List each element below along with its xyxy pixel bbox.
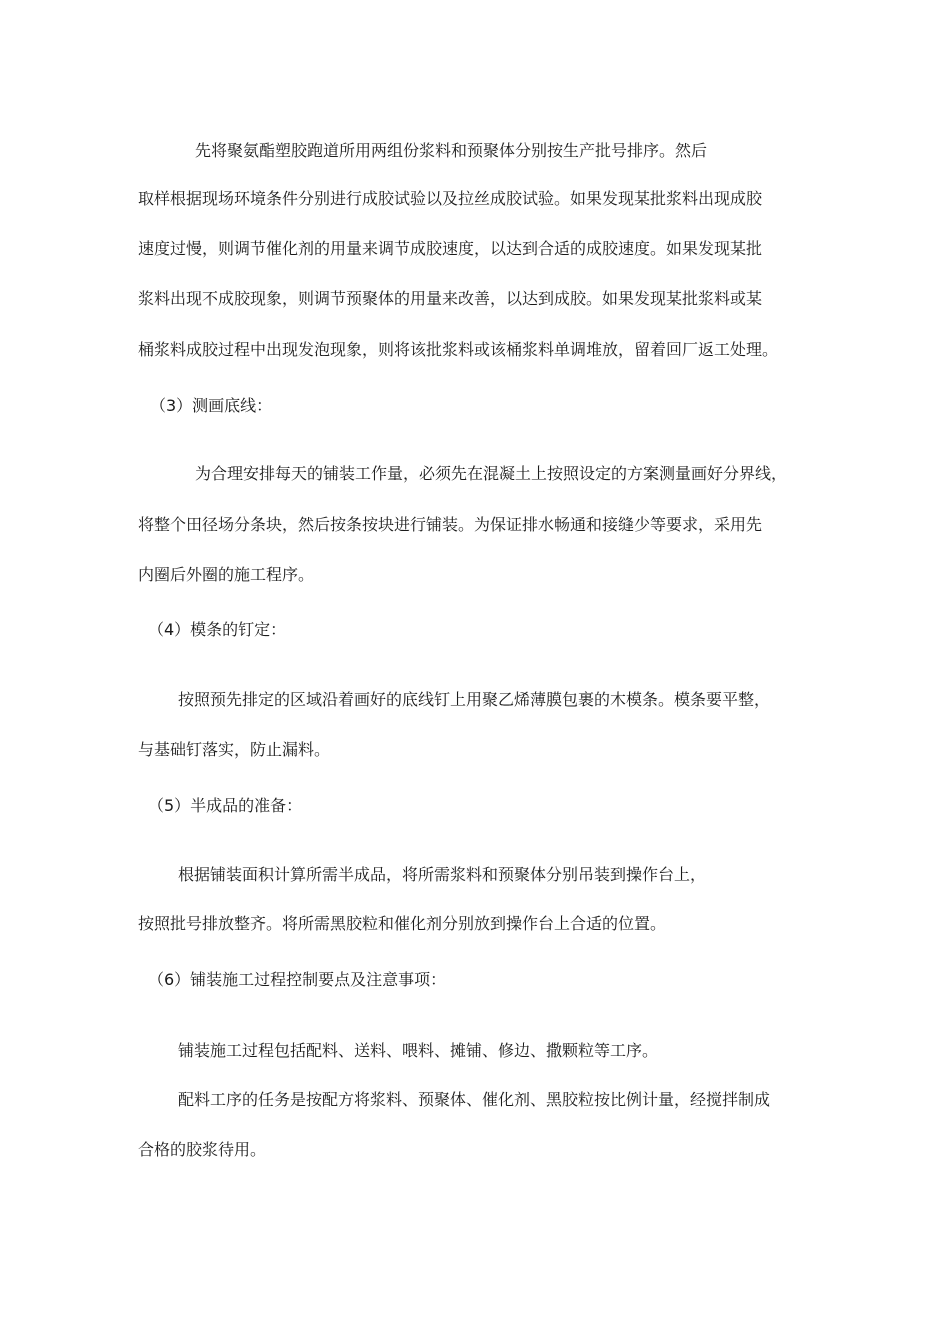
paragraph-line: 浆料出现不成胶现象，则调节预聚体的用量来改善，以达到成胶。如果发现某批浆料或某	[138, 289, 763, 308]
paragraph-line: 取样根据现场环境条件分别进行成胶试验以及拉丝成胶试验。如果发现某批浆料出现成胶	[138, 189, 763, 208]
paragraph-line: 为合理安排每天的铺装工作量，必须先在混凝土上按照设定的方案测量画好分界线，	[195, 464, 788, 483]
paragraph-line: 按照预先排定的区域沿着画好的底线钉上用聚乙烯薄膜包裹的木模条。模条要平整，	[178, 690, 771, 709]
paragraph-line: 铺装施工过程包括配料、送料、喂料、摊铺、修边、撒颗粒等工序。	[178, 1041, 659, 1060]
section-heading: （3）测画底线：	[150, 396, 273, 415]
paragraph-line: 速度过慢，则调节催化剂的用量来调节成胶速度，以达到合适的成胶速度。如果发现某批	[138, 239, 763, 258]
paragraph-line: 按照批号排放整齐。将所需黑胶粒和催化剂分别放到操作台上合适的位置。	[138, 914, 667, 933]
paragraph-line: 合格的胶浆待用。	[138, 1140, 267, 1159]
section-heading: （6）铺装施工过程控制要点及注意事项：	[148, 970, 447, 989]
section-heading: （5）半成品的准备：	[148, 796, 303, 815]
paragraph-line: 内圈后外圈的施工程序。	[138, 565, 315, 584]
paragraph-line: 与基础钉落实，防止漏料。	[138, 740, 331, 759]
paragraph-line: 根据铺装面积计算所需半成品，将所需浆料和预聚体分别吊装到操作台上，	[178, 865, 707, 884]
paragraph-line: 将整个田径场分条块，然后按条按块进行铺装。为保证排水畅通和接缝少等要求，采用先	[138, 515, 763, 534]
paragraph-line: 桶浆料成胶过程中出现发泡现象，则将该批浆料或该桶浆料单调堆放，留着回厂返工处理。	[138, 340, 779, 359]
paragraph-line: 先将聚氨酯塑胶跑道所用两组份浆料和预聚体分别按生产批号排序。然后	[195, 141, 708, 160]
section-heading: （4）模条的钉定：	[148, 620, 287, 639]
paragraph-line: 配料工序的任务是按配方将浆料、预聚体、催化剂、黑胶粒按比例计量，经搅拌制成	[178, 1090, 771, 1109]
